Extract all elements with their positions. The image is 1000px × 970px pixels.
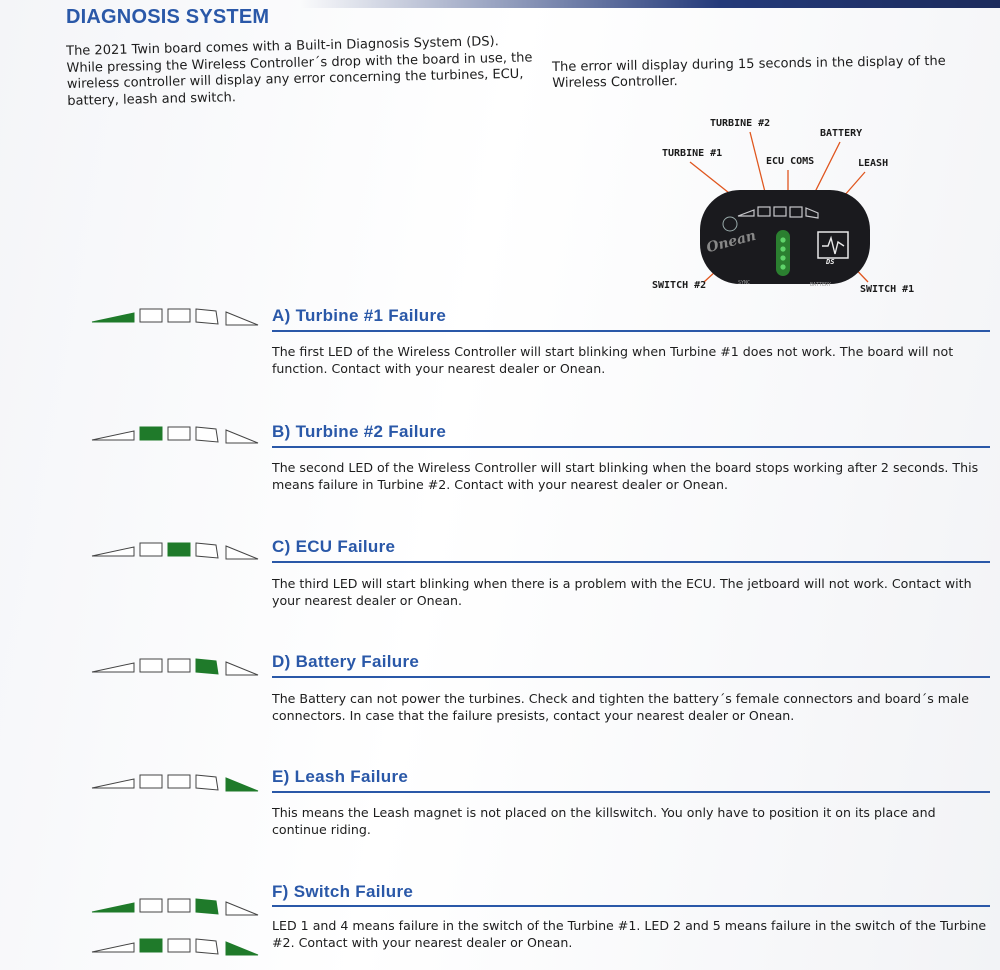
section-rule xyxy=(272,905,990,907)
page-title: DIAGNOSIS SYSTEM xyxy=(66,6,270,28)
led-indicator-row xyxy=(90,532,260,558)
led-4-on xyxy=(196,659,218,674)
led-4-off xyxy=(196,427,218,442)
led-4-off xyxy=(196,309,218,324)
led-4-off xyxy=(196,543,218,558)
led-2-on xyxy=(140,427,162,440)
led-indicator-graphic xyxy=(90,764,260,794)
led-indicator-graphic xyxy=(90,416,260,446)
led-indicator-graphic xyxy=(90,532,260,562)
led-2-off xyxy=(140,659,162,672)
label-turbine-2: TURBINE #2 xyxy=(710,118,771,129)
led-4-off xyxy=(196,939,218,954)
section-rule xyxy=(272,561,990,563)
led-2-off xyxy=(140,543,162,556)
led-indicator-row xyxy=(90,764,260,790)
led-5-off xyxy=(226,546,258,559)
ds-logo: DS xyxy=(826,258,835,266)
led-1-off xyxy=(92,663,134,672)
section-name: Battery Failure xyxy=(295,652,420,671)
section-letter: F) xyxy=(272,882,289,901)
section-name: Switch Failure xyxy=(293,882,414,901)
led-indicator-row xyxy=(90,888,260,914)
section-letter: B) xyxy=(272,422,291,441)
led-1-off xyxy=(92,779,134,788)
top-edge-shadow xyxy=(300,0,1000,8)
led-4-on xyxy=(196,899,218,914)
led-4-off xyxy=(196,775,218,790)
led-1-on xyxy=(92,903,134,912)
section-rule xyxy=(272,791,990,793)
section-letter: E) xyxy=(272,767,290,786)
section-heading xyxy=(272,537,395,557)
section-heading xyxy=(272,422,446,442)
section-letter: C) xyxy=(272,537,291,556)
led-5-on xyxy=(226,942,258,955)
led-3-off xyxy=(168,775,190,788)
section-body: The Battery can not power the turbines. Check and tighten the battery´s female connectors and board´s male connectors. In case that the failure presists, contact your nearest dealer or Onean. xyxy=(272,691,970,723)
led-1-off xyxy=(92,547,134,556)
led-5-on xyxy=(226,778,258,791)
intro-paragraph-right: The error will display during 15 seconds in the display of the Wireless Controller. xyxy=(552,53,946,91)
led-1-on xyxy=(92,313,134,322)
led-indicator-graphic xyxy=(90,298,260,328)
section-name: ECU Failure xyxy=(295,537,396,556)
led-indicator-row xyxy=(90,928,260,954)
controller-diagram xyxy=(640,112,940,302)
led-2-off xyxy=(140,899,162,912)
led-2-off xyxy=(140,775,162,788)
section-name: Leash Failure xyxy=(294,767,409,786)
led-indicator-graphic xyxy=(90,928,260,958)
controller-illustration xyxy=(640,112,940,302)
label-turbine-1: TURBINE #1 xyxy=(662,148,723,159)
section-body: The first LED of the Wireless Controller will start blinking when Turbine #1 does not work. The board will not function. Contact with your nearest dealer or Onean. xyxy=(272,344,954,376)
led-3-off xyxy=(168,659,190,672)
section-name: Turbine #1 Failure xyxy=(295,306,447,325)
section-body: This means the Leash magnet is not placed on the killswitch. You only have to position it on its place and continue riding. xyxy=(272,805,936,837)
led-3-off xyxy=(168,939,190,952)
led-3-on xyxy=(168,543,190,556)
section-letter: A) xyxy=(272,306,291,325)
led-indicator-row xyxy=(90,648,260,674)
section-body: The second LED of the Wireless Controller will start blinking when the board stops working after 2 seconds. This means failure in Turbine #2. Contact with your nearest dealer or Onean. xyxy=(272,460,979,492)
led-5-off xyxy=(226,312,258,325)
section-letter: D) xyxy=(272,652,291,671)
section-name: Turbine #2 Failure xyxy=(295,422,447,441)
section-heading xyxy=(272,767,408,787)
led-indicator-graphic xyxy=(90,888,260,918)
led-5-off xyxy=(226,902,258,915)
led-2-off xyxy=(140,309,162,322)
led-3-off xyxy=(168,427,190,440)
section-body: LED 1 and 4 means failure in the switch of the Turbine #1. LED 2 and 5 means failure in the switch of the Turbine #2. Contact with your nearest dealer or Onean. xyxy=(272,918,987,950)
brand-logo: Onean xyxy=(704,227,758,257)
led-5-off xyxy=(226,662,258,675)
led-3-off xyxy=(168,309,190,322)
label-leash: LEASH xyxy=(858,158,889,169)
section-heading xyxy=(272,882,413,902)
section-heading xyxy=(272,652,419,672)
section-body: The third LED will start blinking when there is a problem with the ECU. The jetboard will not work. Contact with your nearest dealer or Onean. xyxy=(272,576,972,608)
label-sync: SYNC xyxy=(738,280,751,286)
label-battery: BATTERY xyxy=(820,128,863,139)
led-5-off xyxy=(226,430,258,443)
led-1-off xyxy=(92,943,134,952)
led-indicator-row xyxy=(90,416,260,442)
section-rule xyxy=(272,676,990,678)
label-ecu-coms: ECU COMS xyxy=(766,156,815,167)
led-indicator-row xyxy=(90,298,260,324)
label-switch-1: SWITCH #1 xyxy=(860,284,915,295)
section-heading xyxy=(272,306,446,326)
led-1-off xyxy=(92,431,134,440)
led-3-off xyxy=(168,899,190,912)
label-switch-2: SWITCH #2 xyxy=(652,280,707,291)
led-indicator-graphic xyxy=(90,648,260,678)
led-2-on xyxy=(140,939,162,952)
section-rule xyxy=(272,330,990,332)
section-rule xyxy=(272,446,990,448)
intro-paragraph-left: The 2021 Twin board comes with a Built-in Diagnosis System (DS). While pressing the Wireless Controller´s drop with the board in use, the wireless controller will display any error concerning the turbines, ECU, battery, leash and switch. xyxy=(66,34,533,109)
label-battery-small: BATTERY xyxy=(810,282,832,288)
